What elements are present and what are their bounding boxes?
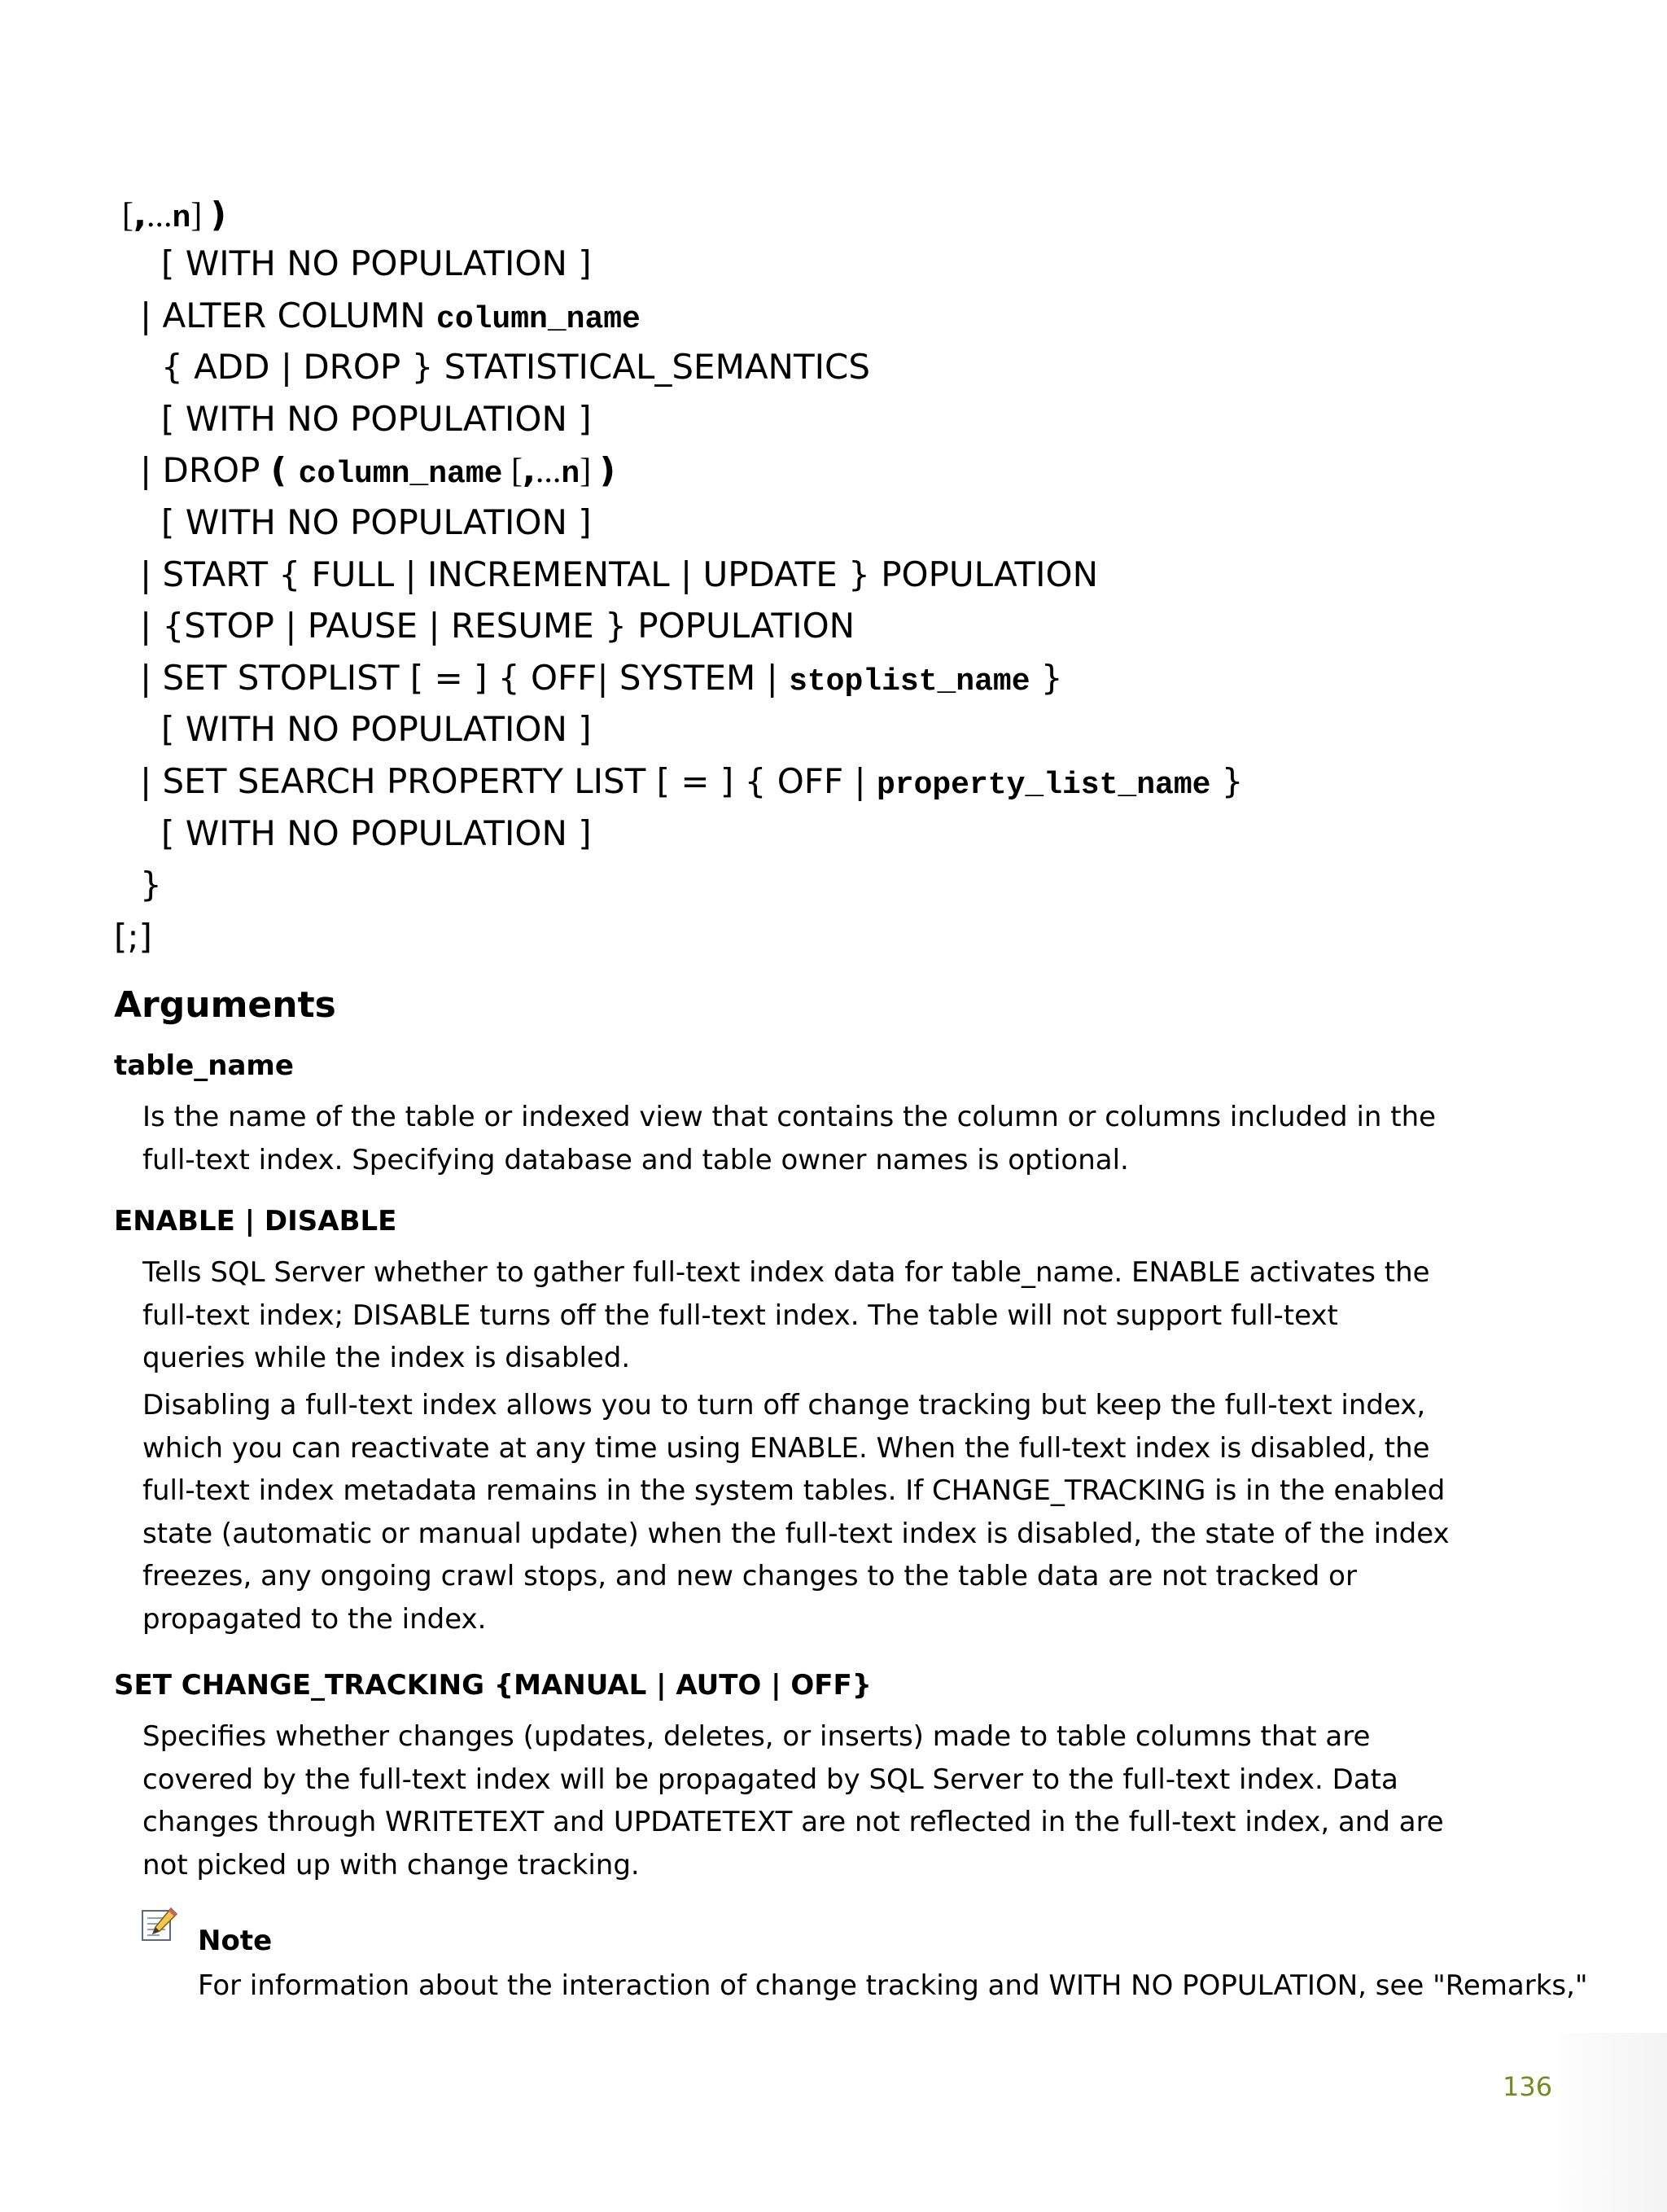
syntax-line-15: [;] xyxy=(114,917,152,957)
term-set-change-tracking: SET CHANGE_TRACKING {MANUAL | AUTO | OFF} xyxy=(114,1669,872,1702)
code-column-name: column_name xyxy=(298,457,503,492)
syntax-line-9: | {STOP | PAUSE | RESUME } POPULATION xyxy=(140,606,855,646)
enable-disable-paragraph-1: Tells SQL Server whether to gather full-text index data for table_name. ENABLE activates the full-text index; DISABLE turns off the full-text index. The table will not support full-text queries while the index is disabled. xyxy=(142,1256,1430,1374)
note-pencil-icon xyxy=(140,1905,179,1944)
syntax-line-14: } xyxy=(140,865,162,905)
syntax-line-5: [ WITH NO POPULATION ] xyxy=(161,399,592,439)
table-name-description: Is the name of the table or indexed view that contains the column or columns included in the full-text index. Specifying database and table owner names is optional. xyxy=(142,1101,1437,1176)
term-enable-disable: ENABLE | DISABLE xyxy=(114,1205,397,1237)
enable-disable-paragraph-2: Disabling a full-text index allows you to turn off change tracking but keep the full-text index, which you can reactivate at any time using ENABLE. When the full-text index is disabled, the full-text index metadata remains in the system tables. If CHANGE_TRACKING is in the enabled state (automatic or manual update) when the full-text index is disabled, the state of the index freezes, any ongoing crawl stops, and new changes to the table data are not tracked or propagated to the index. xyxy=(142,1389,1450,1636)
syntax-line-13: [ WITH NO POPULATION ] xyxy=(161,813,592,853)
change-tracking-description: Specifies whether changes (updates, deletes, or inserts) made to table columns that are covered by the full-text index will be propagated by SQL Server to the full-text index. Data changes through WRITETEXT and UPDATETEXT are not reflected in the full-text index, and are not picked up with change tracking. xyxy=(142,1720,1444,1881)
syntax-line-2: [ WITH NO POPULATION ] xyxy=(161,243,592,283)
code-property-list-name: property_list_name xyxy=(876,768,1211,803)
syntax-line-7: [ WITH NO POPULATION ] xyxy=(161,502,592,542)
syntax-line-10: | SET STOPLIST [ = ] { OFF| SYSTEM | stoplist_name } xyxy=(140,658,1063,699)
syntax-line-12: | SET SEARCH PROPERTY LIST [ = ] { OFF | property_list_name } xyxy=(140,761,1244,803)
term-table-name: table_name xyxy=(114,1049,294,1082)
page-corner-shade xyxy=(1545,2033,1667,2212)
syntax-line-3: | ALTER COLUMN column_name xyxy=(140,296,641,337)
note-title: Note xyxy=(198,1925,273,1957)
syntax-line-4: { ADD | DROP } STATISTICAL_SEMANTICS xyxy=(161,347,871,387)
syntax-line-1: [,...n] ) xyxy=(122,195,226,236)
syntax-line-8: | START { FULL | INCREMENTAL | UPDATE } POPULATION xyxy=(140,554,1099,594)
code-column-name: column_name xyxy=(436,302,641,337)
arguments-heading: Arguments xyxy=(114,984,336,1026)
note-text: For information about the interaction of change tracking and WITH NO POPULATION, see "Remarks," xyxy=(198,1969,1588,2002)
syntax-line-6: | DROP ( column_name [,...n] ) xyxy=(140,450,615,492)
page-number: 136 xyxy=(1503,2071,1553,2102)
code-stoplist-name: stoplist_name xyxy=(789,664,1030,699)
syntax-line-11: [ WITH NO POPULATION ] xyxy=(161,709,592,749)
